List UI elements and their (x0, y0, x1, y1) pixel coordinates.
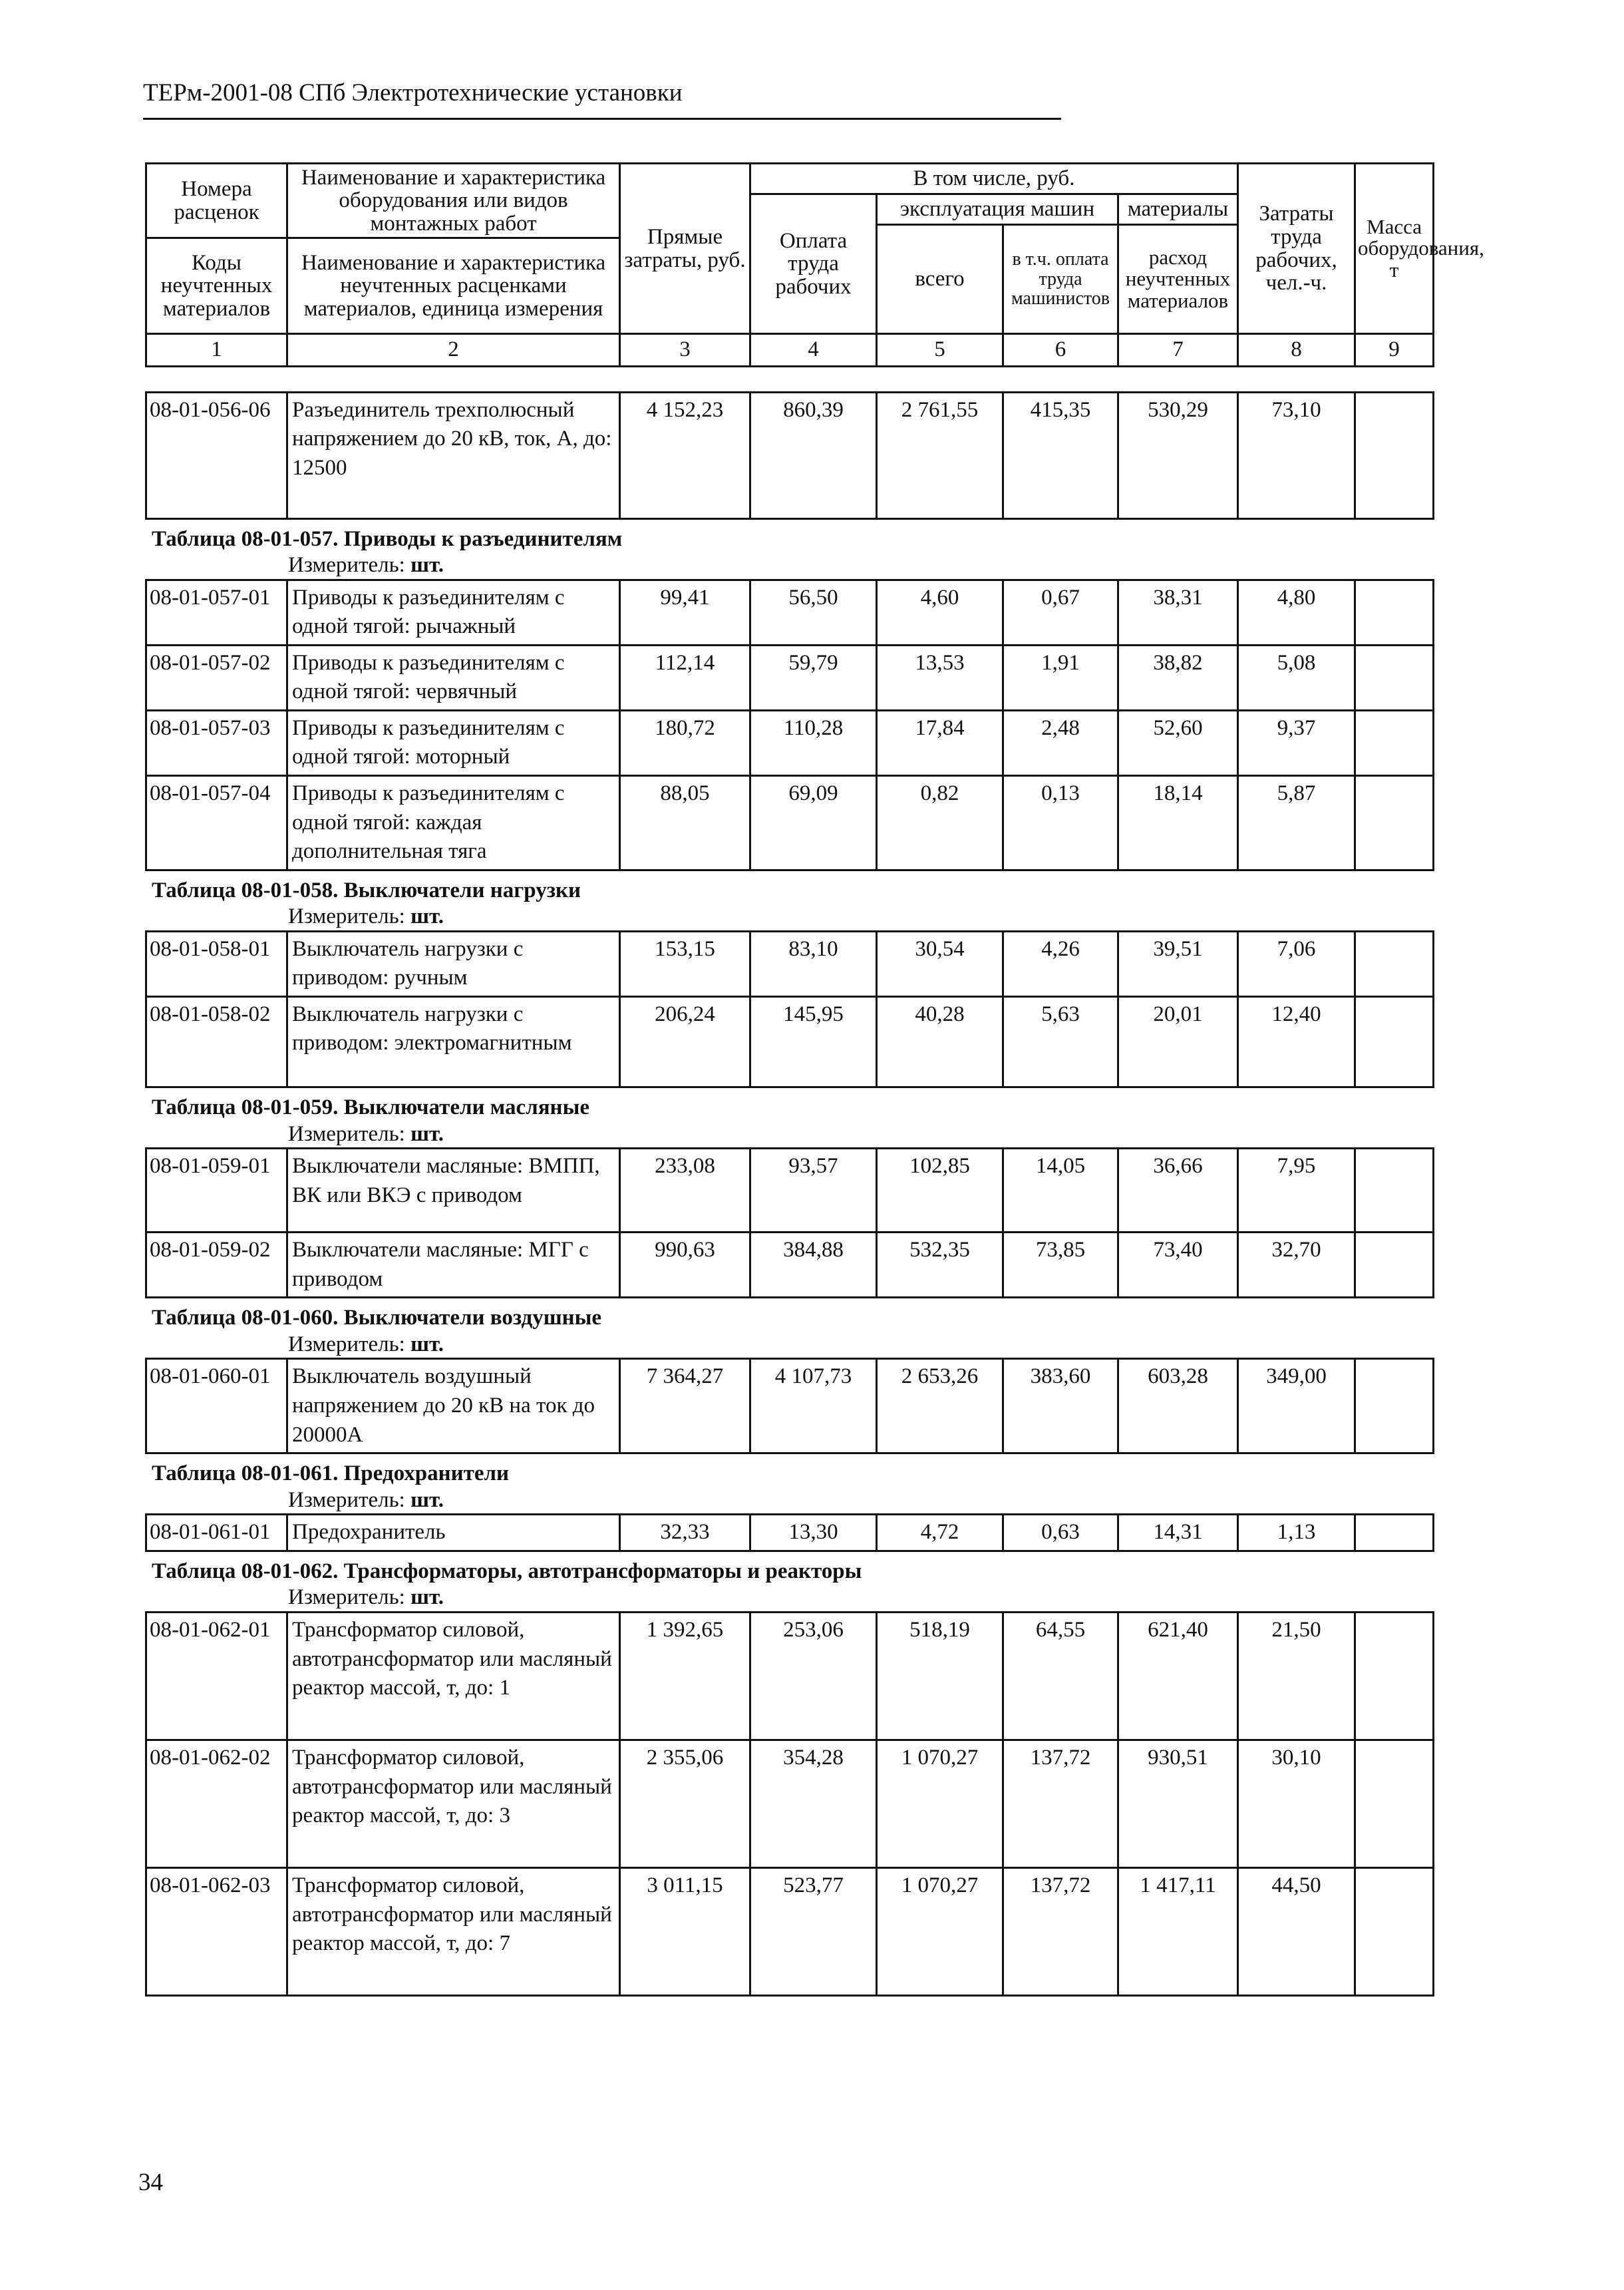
cell-mat: 38,31 (1118, 580, 1238, 645)
table-row (146, 1867, 1434, 1995)
cell-mass (1355, 580, 1434, 645)
cell-code: 08-01-056-06 (146, 392, 287, 518)
table-row (146, 392, 1434, 518)
unit-value: шт. (410, 904, 444, 929)
cell-labor-h: 7,95 (1238, 1149, 1355, 1233)
table-row (146, 996, 1434, 1087)
cell-name: Выключатели масляные: МГГ с приводом (287, 1233, 620, 1298)
cell-name: Выключатель нагрузки с приводом: электромагнитным (287, 996, 620, 1087)
cell-direct: 112,14 (620, 645, 750, 710)
header-code-top: Номера расценок (146, 164, 287, 238)
unit-label: Измеритель: (288, 1487, 405, 1512)
main-content (145, 162, 1484, 1997)
cell-labor-h: 7,06 (1238, 931, 1355, 996)
table-row (146, 645, 1434, 710)
col-num-4: 4 (750, 334, 877, 367)
cell-mach: 4,72 (877, 1515, 1003, 1551)
cell-labor: 860,39 (750, 392, 877, 518)
cell-direct: 3 011,15 (620, 1867, 750, 1995)
cell-direct: 206,24 (620, 996, 750, 1087)
cell-mat: 20,01 (1118, 996, 1238, 1087)
cell-mach: 2 653,26 (877, 1359, 1003, 1453)
cell-labor: 83,10 (750, 931, 877, 996)
cell-name: Приводы к разъединителям с одной тягой: червячный (287, 645, 620, 710)
cell-mat: 603,28 (1118, 1359, 1238, 1453)
cell-mach-pay: 5,63 (1003, 996, 1118, 1087)
cell-name: Приводы к разъединителям с одной тягой: моторный (287, 710, 620, 775)
section-title: Таблица 08-01-058. Выключатели нагрузки (152, 878, 581, 902)
cell-mass (1355, 710, 1434, 775)
table-row (146, 1149, 1434, 1233)
cell-mat: 18,14 (1118, 776, 1238, 870)
table-row (146, 1359, 1434, 1453)
cell-mass (1355, 1867, 1434, 1995)
cell-mach: 30,54 (877, 931, 1003, 996)
table-row (146, 1515, 1434, 1551)
header-name-bottom: Наименование и характеристика неучтенных расценками материалов, единица измерения (287, 238, 620, 334)
cell-name: Выключатели масляные: ВМПП, ВК или ВКЭ с приводом (287, 1149, 620, 1233)
cell-mass (1355, 392, 1434, 518)
cell-mass (1355, 1612, 1434, 1740)
rate-table (145, 1611, 1434, 1997)
cell-mat: 52,60 (1118, 710, 1238, 775)
header-including: В том числе, руб. (750, 164, 1238, 194)
cell-mat: 36,66 (1118, 1149, 1238, 1233)
cell-mach-pay: 0,13 (1003, 776, 1118, 870)
cell-mach-pay: 73,85 (1003, 1233, 1118, 1298)
cell-direct: 7 364,27 (620, 1359, 750, 1453)
col-num-1: 1 (146, 334, 287, 367)
cell-mach-pay: 1,91 (1003, 645, 1118, 710)
col-num-9: 9 (1355, 334, 1434, 367)
cell-code: 08-01-059-01 (146, 1149, 287, 1233)
cell-name: Трансформатор силовой, автотрансформатор или масляный реактор массой, т, до: 1 (287, 1612, 620, 1740)
header-labor-cost: Затраты труда рабочих, чел.-ч. (1238, 164, 1355, 334)
cell-mat: 14,31 (1118, 1515, 1238, 1551)
cell-code: 08-01-059-02 (146, 1233, 287, 1298)
header-materials: материалы (1118, 194, 1238, 225)
cell-mass (1355, 1149, 1434, 1233)
col-num-8: 8 (1238, 334, 1355, 367)
cell-direct: 88,05 (620, 776, 750, 870)
cell-mat: 73,40 (1118, 1233, 1238, 1298)
cell-mach: 102,85 (877, 1149, 1003, 1233)
col-num-7: 7 (1118, 334, 1238, 367)
cell-mass (1355, 1740, 1434, 1867)
cell-labor: 110,28 (750, 710, 877, 775)
cell-direct: 99,41 (620, 580, 750, 645)
cell-mass (1355, 1515, 1434, 1551)
cell-mach: 1 070,27 (877, 1740, 1003, 1867)
rate-table (145, 1147, 1434, 1298)
cell-labor: 13,30 (750, 1515, 877, 1551)
cell-code: 08-01-060-01 (146, 1359, 287, 1453)
rate-table (145, 930, 1434, 1088)
cell-labor-h: 5,87 (1238, 776, 1355, 870)
unit-line (288, 904, 1432, 930)
cell-mach-pay: 64,55 (1003, 1612, 1118, 1740)
header-materials-sub: расход неучтенных материалов (1118, 225, 1238, 334)
unit-label: Измеритель: (288, 1332, 405, 1356)
cell-name: Трансформатор силовой, автотрансформатор или масляный реактор массой, т, до: 7 (287, 1867, 620, 1995)
section-title: Таблица 08-01-061. Предохранители (152, 1461, 510, 1486)
cell-labor-h: 73,10 (1238, 392, 1355, 518)
cell-labor-h: 349,00 (1238, 1359, 1355, 1453)
unit-line (288, 1121, 1432, 1148)
header-code-bottom: Коды неучтенных материалов (146, 238, 287, 334)
cell-labor-h: 44,50 (1238, 1867, 1355, 1995)
cell-mach: 0,82 (877, 776, 1003, 870)
cell-code: 08-01-058-01 (146, 931, 287, 996)
unit-label: Измеритель: (288, 904, 405, 929)
cell-name: Предохранитель (287, 1515, 620, 1551)
cell-mass (1355, 931, 1434, 996)
header-mass: Масса оборудования, т (1355, 164, 1434, 334)
cell-name: Трансформатор силовой, автотрансформатор или масляный реактор массой, т, до: 3 (287, 1740, 620, 1867)
cell-code: 08-01-057-02 (146, 645, 287, 710)
header-machines: эксплуатация машин (877, 194, 1118, 225)
page-header: ТЕРм-2001-08 СПб Электротехнические установки (143, 79, 1061, 120)
cell-direct: 4 152,23 (620, 392, 750, 518)
cell-mach-pay: 137,72 (1003, 1740, 1118, 1867)
cell-labor-h: 21,50 (1238, 1612, 1355, 1740)
table-row (146, 1612, 1434, 1740)
section-title: Таблица 08-01-062. Трансформаторы, автотрансформаторы и реакторы (152, 1559, 862, 1583)
cell-code: 08-01-062-01 (146, 1612, 287, 1740)
cell-code: 08-01-057-01 (146, 580, 287, 645)
unit-value: шт. (410, 1585, 444, 1610)
cell-labor: 4 107,73 (750, 1359, 877, 1453)
cell-mat: 39,51 (1118, 931, 1238, 996)
cell-mach-pay: 0,63 (1003, 1515, 1118, 1551)
cell-mach: 518,19 (877, 1612, 1003, 1740)
cell-direct: 32,33 (620, 1515, 750, 1551)
column-header-table (145, 162, 1484, 367)
cell-code: 08-01-058-02 (146, 996, 287, 1087)
cell-name: Выключатель нагрузки с приводом: ручным (287, 931, 620, 996)
sections (145, 391, 1432, 1997)
cell-mach-pay: 0,67 (1003, 580, 1118, 645)
col-num-3: 3 (620, 334, 750, 367)
header-direct-costs: Прямые затраты, руб. (620, 164, 750, 334)
cell-labor-h: 4,80 (1238, 580, 1355, 645)
cell-labor-h: 32,70 (1238, 1233, 1355, 1298)
unit-line (288, 552, 1432, 579)
unit-line (288, 1332, 1432, 1358)
cell-mach: 4,60 (877, 580, 1003, 645)
cell-labor-h: 30,10 (1238, 1740, 1355, 1867)
table-row (146, 580, 1434, 645)
cell-labor: 253,06 (750, 1612, 877, 1740)
cell-labor-h: 9,37 (1238, 710, 1355, 775)
cell-mach: 1 070,27 (877, 1867, 1003, 1995)
unit-label: Измеритель: (288, 553, 405, 578)
cell-labor: 93,57 (750, 1149, 877, 1233)
cell-direct: 180,72 (620, 710, 750, 775)
section-title: Таблица 08-01-057. Приводы к разъединителям (152, 526, 623, 551)
cell-mat: 1 417,11 (1118, 1867, 1238, 1995)
cell-mat: 530,29 (1118, 392, 1238, 518)
cell-mass (1355, 645, 1434, 710)
cell-mach-pay: 2,48 (1003, 710, 1118, 775)
cell-mat: 38,82 (1118, 645, 1238, 710)
cell-labor: 354,28 (750, 1740, 877, 1867)
unit-value: шт. (410, 1332, 444, 1356)
rate-table (145, 1513, 1434, 1552)
unit-label: Измеритель: (288, 1585, 405, 1610)
cell-direct: 153,15 (620, 931, 750, 996)
unit-value: шт. (410, 1121, 444, 1146)
cell-labor: 384,88 (750, 1233, 877, 1298)
rate-table (145, 391, 1434, 520)
cell-labor-h: 1,13 (1238, 1515, 1355, 1551)
cell-code: 08-01-062-02 (146, 1740, 287, 1867)
cell-mach-pay: 415,35 (1003, 392, 1118, 518)
section-title: Таблица 08-01-060. Выключатели воздушные (152, 1306, 602, 1330)
unit-value: шт. (410, 1487, 444, 1512)
cell-mass (1355, 1233, 1434, 1298)
cell-code: 08-01-062-03 (146, 1867, 287, 1995)
cell-labor-h: 5,08 (1238, 645, 1355, 710)
cell-mass (1355, 776, 1434, 870)
cell-name: Приводы к разъединителям с одной тягой: рычажный (287, 580, 620, 645)
cell-name: Выключатель воздушный напряжением до 20 кВ на ток до 20000А (287, 1359, 620, 1453)
rate-table (145, 1358, 1434, 1454)
unit-label: Измеритель: (288, 1121, 405, 1146)
cell-code: 08-01-057-03 (146, 710, 287, 775)
cell-mat: 930,51 (1118, 1740, 1238, 1867)
header-labor-pay: Оплата труда рабочих (750, 194, 877, 334)
col-num-5: 5 (877, 334, 1003, 367)
cell-direct: 990,63 (620, 1233, 750, 1298)
table-row (146, 1740, 1434, 1867)
table-row (146, 931, 1434, 996)
unit-line (288, 1487, 1432, 1514)
cell-mat: 621,40 (1118, 1612, 1238, 1740)
header-name-top: Наименование и характеристика оборудования или видов монтажных работ (287, 164, 620, 238)
header-machines-total: всего (877, 225, 1003, 334)
table-row (146, 776, 1434, 870)
table-row (146, 1233, 1434, 1298)
cell-code: 08-01-061-01 (146, 1515, 287, 1551)
cell-direct: 2 355,06 (620, 1740, 750, 1867)
col-num-2: 2 (287, 334, 620, 367)
cell-mach-pay: 14,05 (1003, 1149, 1118, 1233)
header-machines-pay: в т.ч. оплата труда машинистов (1003, 225, 1118, 334)
unit-value: шт. (410, 553, 444, 578)
cell-direct: 233,08 (620, 1149, 750, 1233)
rate-table (145, 579, 1434, 871)
page-number: 34 (138, 2169, 163, 2196)
cell-labor: 69,09 (750, 776, 877, 870)
cell-mass (1355, 1359, 1434, 1453)
cell-mach-pay: 137,72 (1003, 1867, 1118, 1995)
cell-labor-h: 12,40 (1238, 996, 1355, 1087)
cell-mach-pay: 4,26 (1003, 931, 1118, 996)
cell-mass (1355, 996, 1434, 1087)
cell-direct: 1 392,65 (620, 1612, 750, 1740)
cell-name: Приводы к разъединителям с одной тягой: каждая дополнительная тяга (287, 776, 620, 870)
unit-line (288, 1585, 1432, 1611)
cell-labor: 56,50 (750, 580, 877, 645)
cell-labor: 59,79 (750, 645, 877, 710)
cell-mach: 13,53 (877, 645, 1003, 710)
cell-mach: 532,35 (877, 1233, 1003, 1298)
cell-mach: 2 761,55 (877, 392, 1003, 518)
cell-name: Разъединитель трехполюсный напряжением до 20 кВ, ток, А, до: 12500 (287, 392, 620, 518)
table-row (146, 710, 1434, 775)
cell-labor: 145,95 (750, 996, 877, 1087)
cell-labor: 523,77 (750, 1867, 877, 1995)
col-num-6: 6 (1003, 334, 1118, 367)
cell-mach-pay: 383,60 (1003, 1359, 1118, 1453)
cell-mach: 17,84 (877, 710, 1003, 775)
cell-mach: 40,28 (877, 996, 1003, 1087)
cell-code: 08-01-057-04 (146, 776, 287, 870)
section-title: Таблица 08-01-059. Выключатели масляные (152, 1095, 589, 1119)
